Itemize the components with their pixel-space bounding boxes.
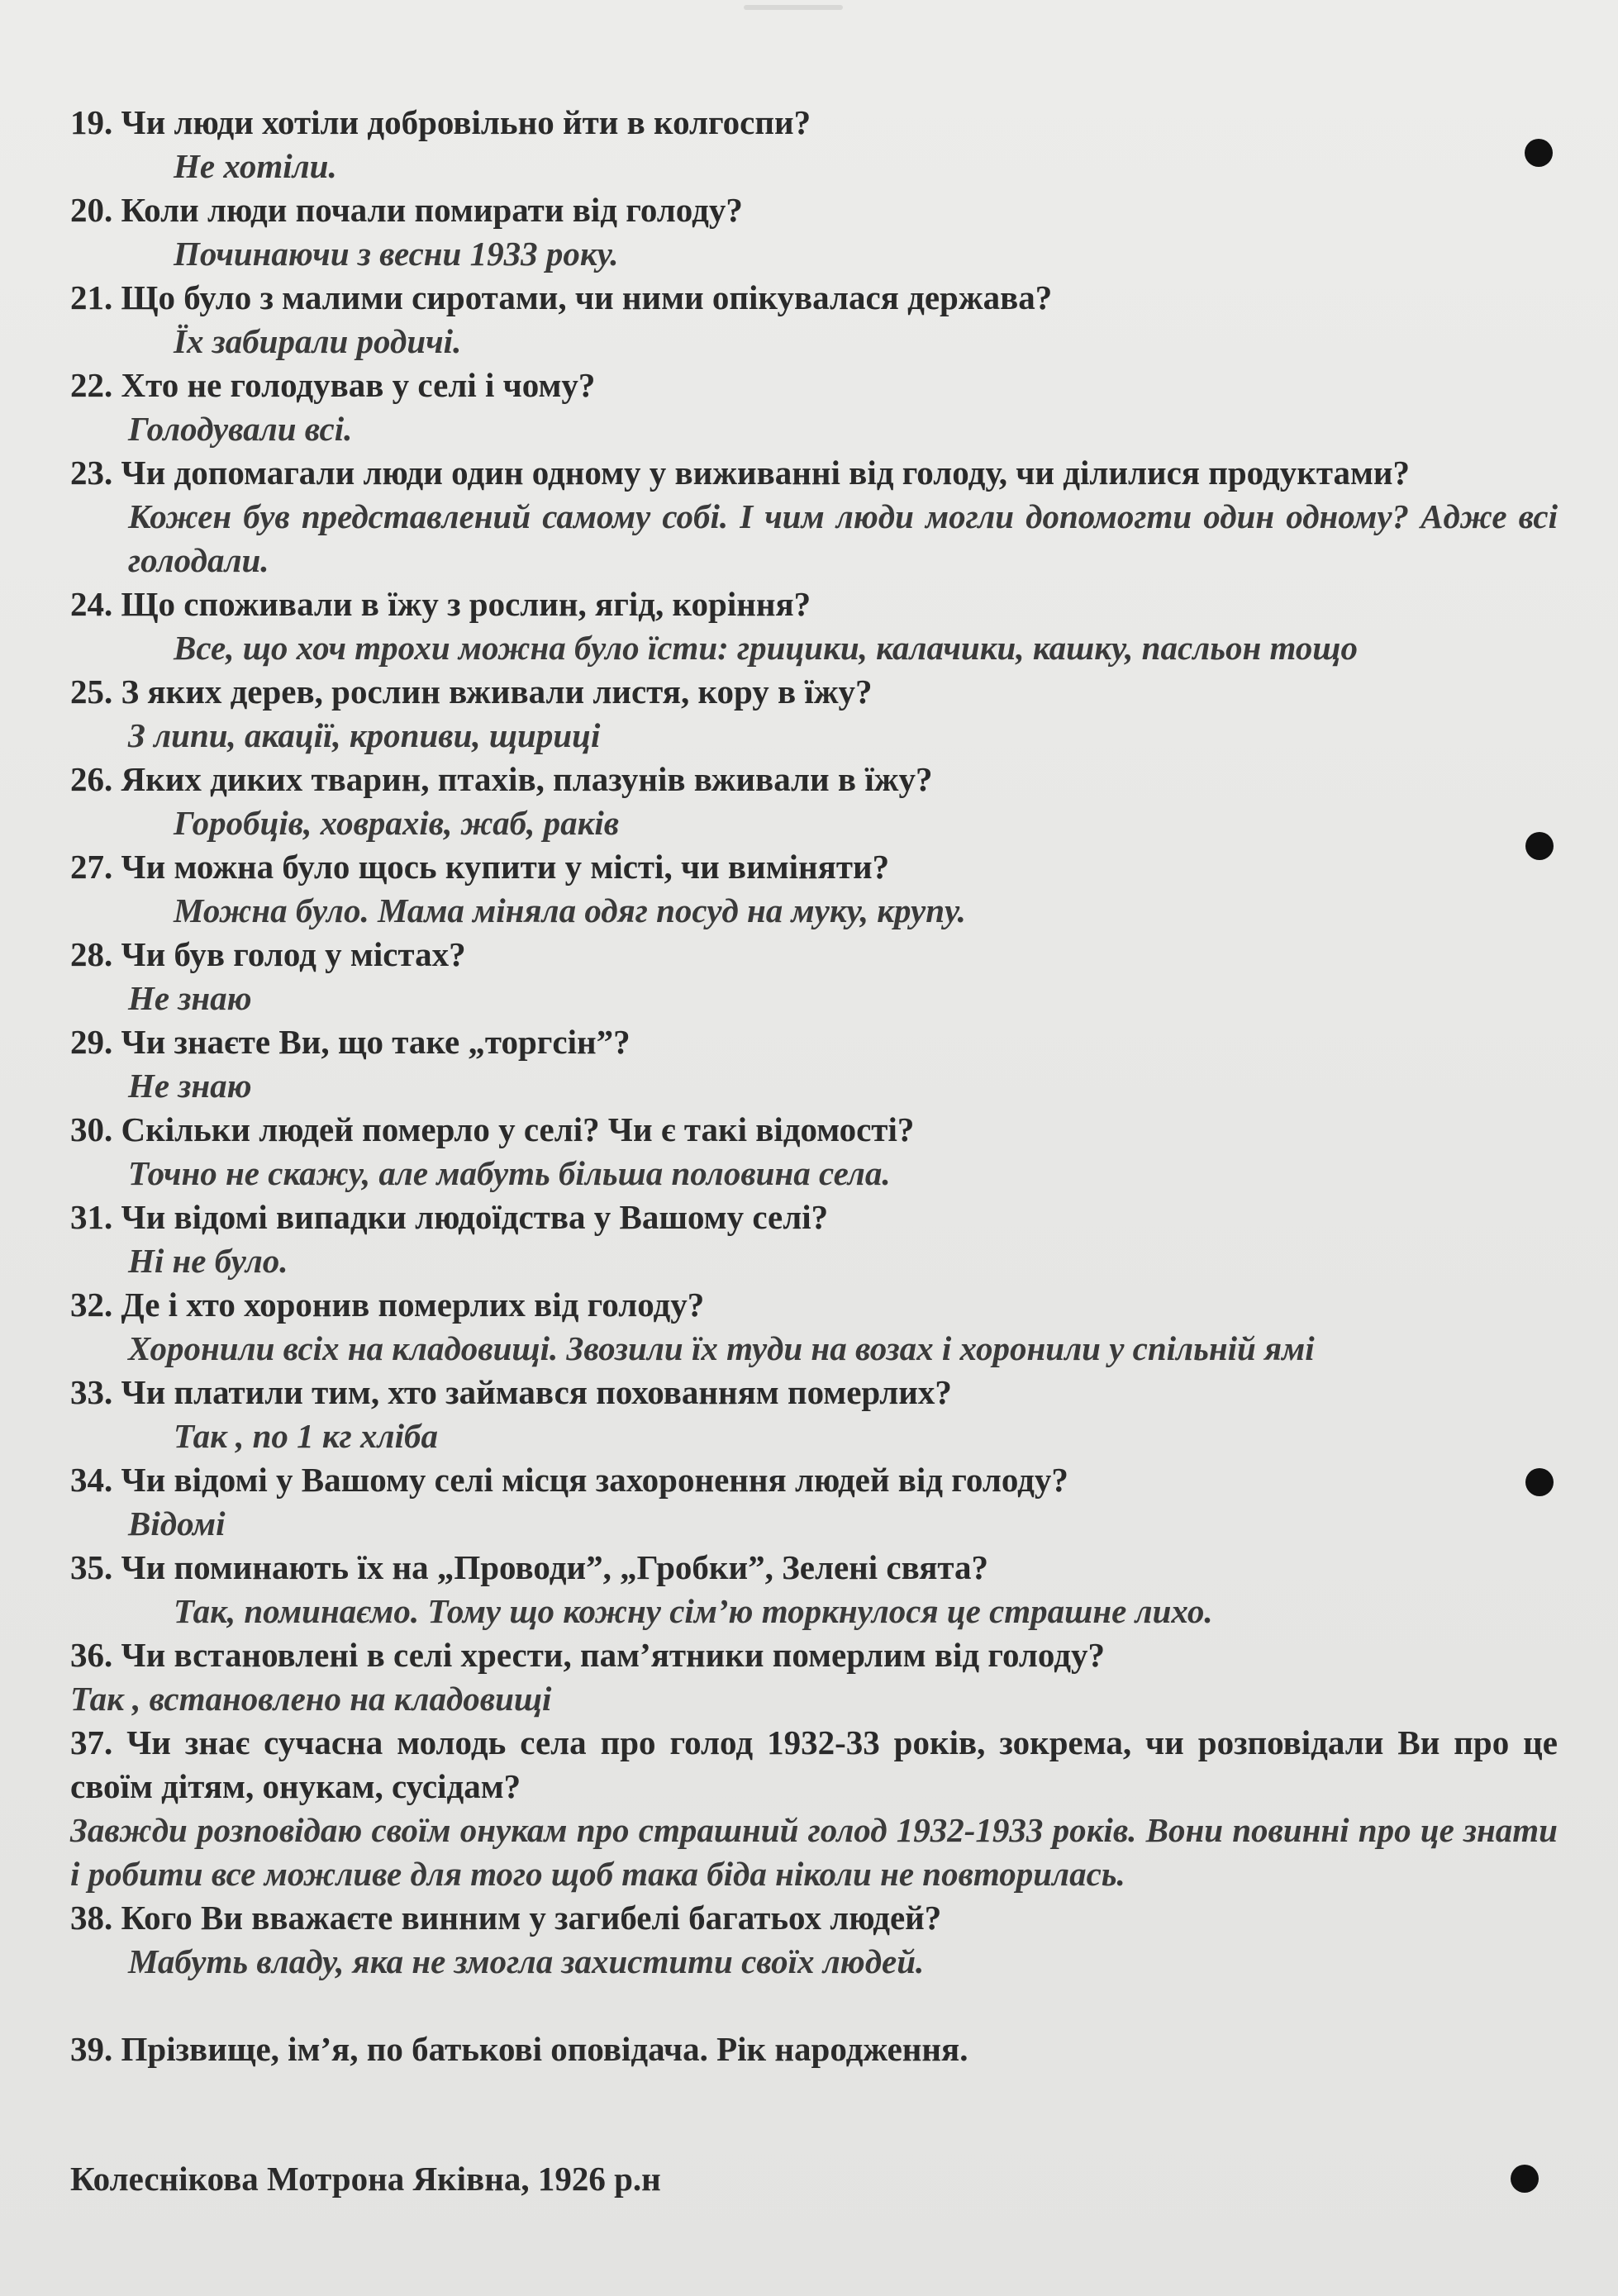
question: 25. З яких дерев, рослин вживали листя, кору в їжу? [70,673,873,711]
spacer [70,2071,1558,2114]
answer: Горобців, ховрахів, жаб, раків [174,804,620,842]
answer: Не знаю [128,979,252,1017]
question: 19. Чи люди хотіли добровільно йти в колгоспи? [70,103,811,141]
question: 28. Чи був голод у містах? [70,935,466,973]
question: 29. Чи знаєте Ви, що таке „торгсін”? [70,1023,631,1061]
answer: Їх забирали родичі. [174,322,462,360]
question: 27. Чи можна було щось купити у місті, чи виміняти? [70,848,890,886]
question: 30. Скільки людей померло у селі? Чи є такі відомості? [70,1110,915,1148]
answer: Так, поминаємо. Тому що кожну сім’ю торкнулося це страшне лихо. [174,1592,1213,1630]
answer: Голодували всі. [128,410,353,448]
question: 38. Кого Ви вважаєте винним у загибелі багатьох людей? [70,1899,942,1937]
spacer [70,1984,1558,2027]
question: 32. Де і хто хоронив померлих від голоду? [70,1286,705,1324]
answer: Хоронили всіх на кладовищі. Звозили їх туди на возах і хоронили у спільній ямі [128,1329,1315,1367]
question: 26. Яких диких тварин, птахів, плазунів вживали в їжу? [70,760,933,798]
narrator-name: Колеснікова Мотрона Яківна, 1926 р.н [70,2160,661,2198]
question: 36. Чи встановлені в селі хрести, пам’ятники померлим від голоду? [70,1636,1105,1674]
question: 35. Чи поминають їх на „Проводи”, „Гробки”, Зелені свята? [70,1548,989,1586]
spacer [70,2114,1558,2157]
scan-mark [744,5,843,10]
answer: Все, що хоч трохи можна було їсти: грицики, калачики, кашку, пасльон тощо [174,629,1358,667]
question: 23. Чи допомагали люди один одному у виживанні від голоду, чи ділилися продуктами? [70,454,1411,492]
answer: Ні не було. [128,1242,288,1280]
question-list [70,101,1558,1984]
question: 33. Чи платили тим, хто займався похованням померлих? [70,1373,952,1411]
question: 21. Що було з малими сиротами, чи ними опікувалася держава? [70,278,1053,316]
answer: З липи, акації, кропиви, щириці [128,716,601,754]
answer: Не знаю [128,1067,252,1105]
answer: Можна було. Мама міняла одяг посуд на муку, крупу. [174,891,966,929]
questionnaire [70,101,1558,2201]
answer: Не хотіли. [174,147,337,185]
question: 22. Хто не голодував у селі і чому? [70,366,596,404]
answer: Точно не скажу, але мабуть більша половина села. [128,1154,891,1192]
question: 31. Чи відомі випадки людоїдства у Вашому селі? [70,1198,829,1236]
question: 24. Що споживали в їжу з рослин, ягід, коріння? [70,585,811,623]
answer: Кожен був представлений самому собі. І чим люди могли допомогти один одному? Адже всі голодали. [128,497,1558,579]
question-39: 39. Прізвище, ім’я, по батькові оповідача. Рік народження. [70,2030,968,2068]
answer: Так , встановлено на кладовищі [70,1680,552,1718]
answer: Починаючи з весни 1933 року. [174,235,619,273]
question: 20. Коли люди почали помирати від голоду? [70,191,743,229]
answer: Завжди розповідаю своїм онукам про страшний голод 1932-1933 років. Вони повинні про це знати і робити все можливе для того щоб така біда ніколи не повторилась. [70,1811,1558,1893]
question: 34. Чи відомі у Вашому селі місця захоронення людей від голоду? [70,1461,1068,1499]
answer: Відомі [128,1505,226,1543]
answer: Мабуть владу, яка не змогла захистити своїх людей. [128,1942,925,1980]
question: 37. Чи знає сучасна молодь села про голод 1932-33 років, зокрема, чи розповідали Ви про це своїм дітям, онукам, сусідам? [70,1723,1558,1805]
answer: Так , по 1 кг хліба [174,1417,438,1455]
